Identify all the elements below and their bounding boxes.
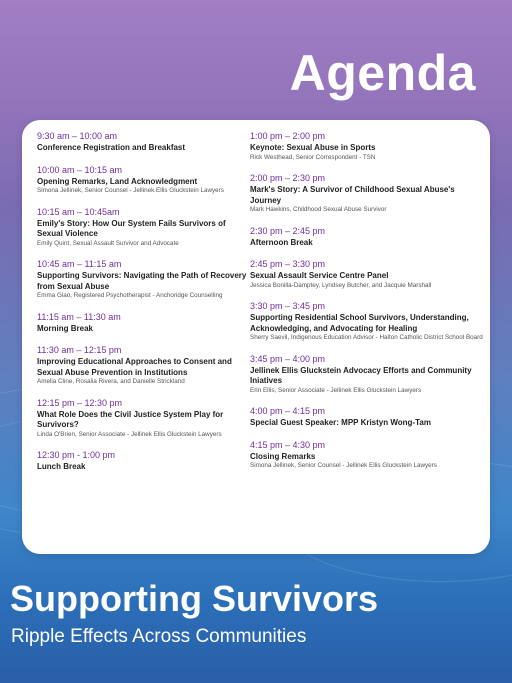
session-time: 2:30 pm – 2:45 pm (250, 225, 326, 236)
agenda-item (37, 164, 252, 196)
agenda-item (250, 300, 485, 343)
session-title: Opening Remarks, Land Acknowledgment (37, 176, 198, 186)
session-time: 4:15 pm – 4:30 pm (250, 439, 326, 450)
agenda-item (37, 449, 252, 473)
event-subtitle: Ripple Effects Across Communities (11, 626, 307, 647)
session-speaker: Rick Westhead, Senior Correspondent - TSN (250, 153, 376, 161)
session-time: 10:00 am – 10:15 am (37, 164, 123, 175)
session-time: 12:30 pm - 1:00 pm (37, 450, 116, 460)
session-speaker: Jessica Bonilla-Damptey, Lyndsey Butcher, and Jacquie Marshall (250, 281, 432, 289)
session-title: Supporting Residential School Survivors, Understanding, Acknowledging, and Advocating for Healing (250, 313, 469, 333)
session-time: 3:30 pm – 3:45 pm (250, 301, 326, 311)
session-time: 4:00 pm – 4:15 pm (250, 406, 326, 416)
session-speaker: Sherry Saevil, Indigenous Education Advisor - Halton Catholic District School Board (250, 334, 483, 341)
session-speaker: Mark Hawkins, Childhood Sexual Abuse Survivor (250, 206, 387, 213)
session-speaker: Amelia Cline, Rosalia Rivera, and Danielle Strickland (37, 378, 185, 385)
session-time: 11:15 am – 11:30 am (37, 311, 121, 322)
session-title: Morning Break (37, 323, 94, 333)
agenda-left-column (37, 130, 252, 483)
session-time: 10:15 am – 10:45am (37, 206, 120, 217)
session-time: 11:30 am – 12:15 pm (37, 345, 122, 355)
session-title: Improving Educational Approaches to Consent and Sexual Abuse Prevention in Institutions (37, 357, 232, 377)
agenda-card (22, 120, 490, 554)
agenda-item (37, 258, 252, 301)
session-time: 2:00 pm – 2:30 pm (250, 173, 326, 183)
page-title: Agenda (289, 45, 476, 101)
session-time: 10:45 am – 11:15 am (37, 259, 122, 269)
session-title: Emily's Story: How Our System Fails Survivors of Sexual Violence (37, 218, 226, 238)
agenda-item (250, 258, 485, 290)
agenda-item (37, 397, 252, 440)
session-speaker: Erin Ellis, Senior Associate - Jellinek Ellis Gluckstein Lawyers (250, 386, 422, 394)
session-title: Keynote: Sexual Abuse in Sports (250, 143, 376, 152)
session-title: Sexual Assault Service Centre Panel (250, 271, 389, 280)
session-speaker: Emma Giao, Registered Psychotherapist - Anchoridge Counselling (37, 292, 223, 299)
agenda-item (250, 405, 485, 429)
agenda-item (37, 130, 252, 154)
agenda-item (37, 311, 252, 335)
session-title: What Role Does the Civil Justice System Play for Survivors? (37, 409, 224, 429)
session-speaker: Linda O'Brien, Senior Associate - Jellinek Ellis Gluckstein Lawyers (37, 430, 222, 438)
session-time: 3:45 pm – 4:00 pm (250, 353, 326, 364)
agenda-item (250, 225, 485, 249)
session-time: 12:15 pm – 12:30 pm (37, 397, 123, 408)
agenda-item (250, 130, 485, 162)
session-speaker: Emily Quint, Sexual Assault Survivor and Advocate (37, 239, 179, 247)
session-title: Supporting Survivors: Navigating the Path of Recovery from Sexual Abuse (37, 271, 247, 291)
session-title: Lunch Break (37, 462, 86, 471)
agenda-item (250, 439, 485, 471)
agenda-item (250, 172, 485, 215)
agenda-right-column (250, 130, 485, 481)
session-title: Mark's Story: A Survivor of Childhood Sexual Abuse's Journey (250, 185, 455, 205)
event-title: Supporting Survivors (10, 578, 379, 619)
session-time: 1:00 pm – 2:00 pm (250, 131, 326, 141)
agenda-item (250, 353, 485, 396)
session-title: Closing Remarks (250, 451, 316, 461)
session-speaker: Simona Jellinek, Senior Counsel - Jellinek Ellis Gluckstein Lawyers (250, 462, 437, 469)
session-time: 2:45 pm – 3:30 pm (250, 259, 326, 269)
agenda-item (37, 344, 252, 387)
session-time: 9:30 am – 10:00 am (37, 131, 118, 141)
agenda-item (37, 206, 252, 249)
session-speaker: Simona Jellinek, Senior Counsel - Jellinek Ellis Gluckstein Lawyers (37, 187, 224, 194)
session-title: Conference Registration and Breakfast (37, 143, 186, 152)
session-title: Jellinek Ellis Gluckstein Advocacy Efforts and Community Iniatives (250, 365, 472, 385)
session-title: Afternoon Break (250, 237, 313, 247)
session-title: Special Guest Speaker: MPP Kristyn Wong-Tam (250, 418, 431, 427)
